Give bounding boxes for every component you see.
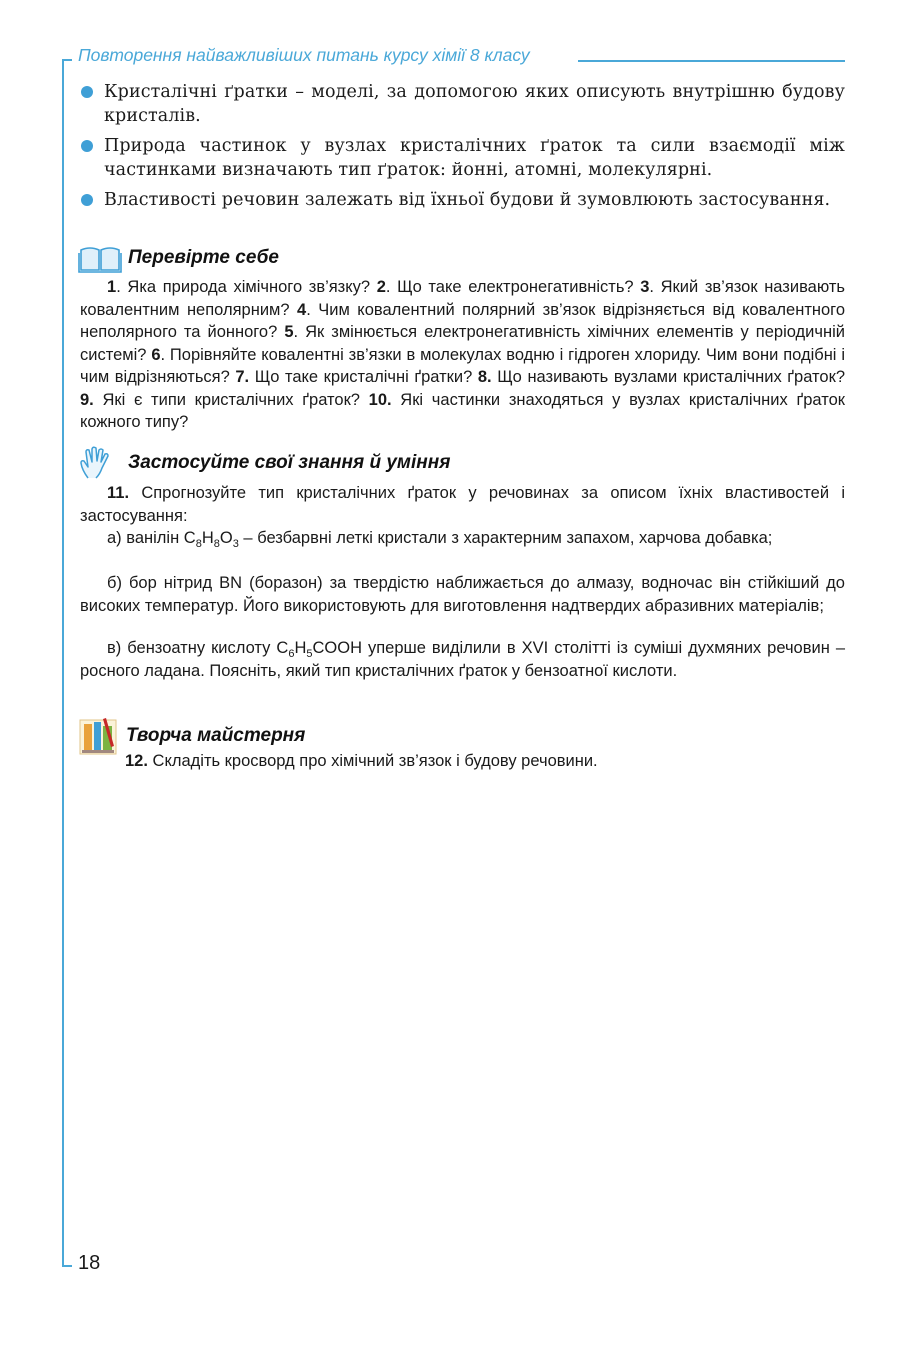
page-number: 18 (78, 1252, 101, 1274)
task-11-c: в) бензоатну кислоту $C_6H_5COOH$ уперше виділили в XVI столітті із суміші духмяних речовин – росного ладана. Поясніть, який тип кристалічних ґраток у бензоатної кислоти. (80, 639, 846, 680)
check-questions: 1. Яка природа хімічного зв’язку? 2. Що таке електронегативність? 3. Який зв’язок називають ковалентним неполярним? 4. Чим ковалентний полярний зв’язок відрізняється від ковалентного неполярного та йонного? 5. Як змінюється електронегативність хімічних елементів у періодичній системі? 6. Порівняйте ковалентні зв’язки в молекулах водню і гідроген хлориду. Чим вони подібні і чим відрізняються? 7. Що таке кристалічні ґратки? 8. Що називають вузлами кристалічних ґраток? 9. Які є типи кристалічних ґраток? 10. Які частинки знаходяться у вузлах кристалічних ґраток кожного типу? (80, 278, 845, 431)
list-item: Властивості речовин залежать від їхньої будови й зумовлюють застосування. (80, 188, 845, 212)
running-header: Повторення найважливіших питань курсу хімії 8 класу (78, 45, 530, 65)
task-11-a: а) ванілін $C_8H_8O_3$ – безбарвні леткі кристали з характерним запахом, харчова добавка; (107, 529, 773, 550)
summary-list (80, 80, 845, 218)
book-icon (78, 243, 122, 273)
bullet-icon (81, 86, 93, 98)
apply-section-heading (78, 446, 450, 480)
bullet-icon (81, 140, 93, 152)
task-12: 12. Складіть кросворд про хімічний зв’язок і будову речовини. (125, 752, 598, 770)
page-frame-line (62, 60, 64, 1267)
task-11: 11. Спрогнозуйте тип кристалічних ґраток у речовинах за описом їхніх властивостей і застосування: (80, 484, 845, 525)
list-item: Кристалічні ґратки – моделі, за допомогою яких описують внутрішню будову кристалів. (80, 80, 845, 128)
bullet-icon (81, 194, 93, 206)
check-section-title: Перевірте себе (128, 247, 279, 268)
creative-section-title: Творча майстерня (126, 725, 306, 746)
list-item: Природа частинок у вузлах кристалічних ґраток та сили взаємодії між частинками визначають тип ґраток: йонні, атомні, молекулярні. (80, 134, 845, 182)
task-11-b: б) бор нітрид BN (боразон) за твердістю наближається до алмазу, водночас він стійкіший до високих температур. Його використовують для виготовлення надтвердих абразивних матеріалів; (80, 574, 845, 615)
page-frame-bottom-tick (62, 1265, 72, 1267)
page-frame-top-tick (62, 59, 72, 61)
header-rule (578, 60, 845, 62)
apply-section-title: Застосуйте свої знання й уміння (128, 452, 451, 473)
hand-icon (78, 446, 114, 480)
check-section-heading (78, 243, 279, 273)
